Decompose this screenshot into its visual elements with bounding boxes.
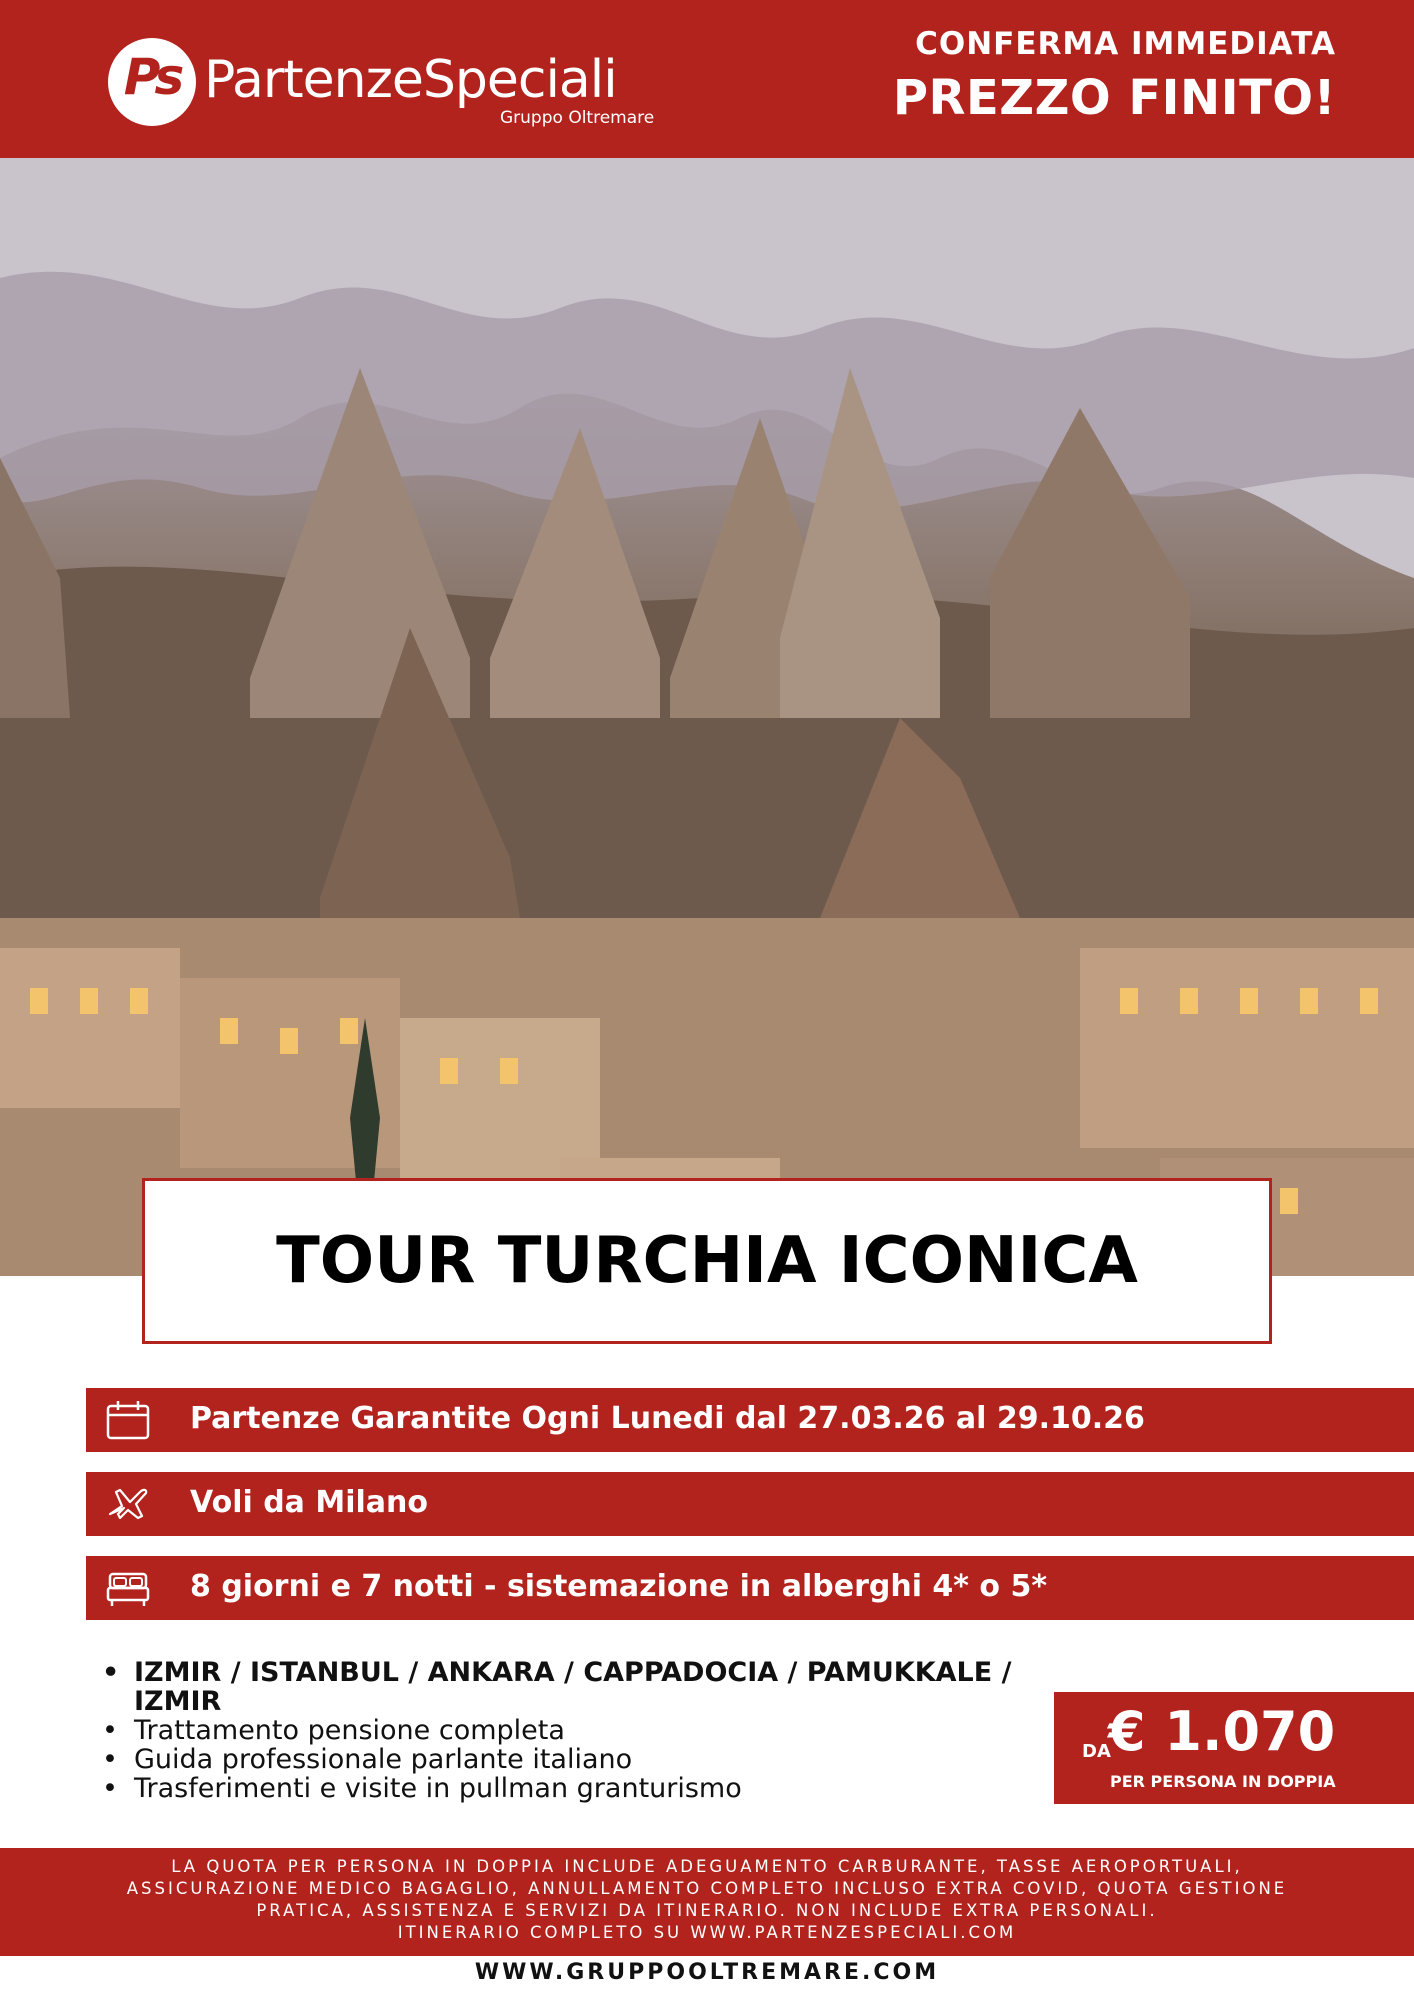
logo-badge — [108, 38, 196, 126]
price-badge — [1054, 1692, 1414, 1804]
tagline-immediate-confirmation: CONFERMA IMMEDIATA — [915, 26, 1336, 62]
tour-title: TOUR TURCHIA ICONICA — [276, 1224, 1138, 1298]
list-item-board: • Trattamento pensione completa — [98, 1716, 1038, 1745]
hero-illustration — [0, 158, 1414, 1276]
footer-terms — [0, 1848, 1414, 1956]
tour-highlights-list — [98, 1658, 1038, 1803]
price-value: € 1.070 — [1108, 1700, 1336, 1763]
building — [1080, 948, 1414, 1148]
accommodation-text: 8 giorni e 7 notti - sistemazione in alberghi 4* o 5* — [190, 1569, 1048, 1604]
brand-logo[interactable] — [108, 38, 708, 128]
header-taglines — [893, 26, 1336, 126]
info-bar-flights — [86, 1472, 1414, 1536]
flights-text: Voli da Milano — [190, 1485, 428, 1520]
price-prefix: DA — [1082, 1741, 1111, 1762]
hero-photo-cappadocia — [0, 158, 1414, 1276]
price-note: PER PERSONA IN DOPPIA — [1110, 1772, 1336, 1791]
list-item-itinerary: • IZMIR / ISTANBUL / ANKARA / CAPPADOCIA / PAMUKKALE / IZMIR — [98, 1658, 1038, 1716]
tour-title-box — [142, 1178, 1272, 1344]
list-item-guide: • Guida professionale parlante italiano — [98, 1745, 1038, 1774]
footer-terms-line: PRATICA, ASSISTENZA E SERVIZI DA ITINERARIO. NON INCLUDE EXTRA PERSONALI. — [256, 1901, 1158, 1920]
bed-icon — [106, 1568, 150, 1608]
info-bar-accommodation — [86, 1556, 1414, 1620]
header-banner — [0, 0, 1414, 158]
footer-terms-line: LA QUOTA PER PERSONA IN DOPPIA INCLUDE ADEGUAMENTO CARBURANTE, TASSE AEROPORTUALI, — [171, 1857, 1243, 1876]
building — [400, 1018, 600, 1178]
logo-initials: Ps — [123, 48, 181, 106]
tagline-final-price: PREZZO FINITO! — [892, 70, 1336, 126]
list-item-transfers: • Trasferimenti e visite in pullman granturismo — [98, 1774, 1038, 1803]
brand-name: PartenzeSpeciali — [204, 50, 617, 110]
calendar-icon — [106, 1400, 150, 1440]
brand-subtitle: Gruppo Oltremare — [500, 108, 655, 128]
footer-itinerary-link[interactable]: ITINERARIO COMPLETO SU WWW.PARTENZESPECIALI.COM — [397, 1923, 1017, 1942]
building — [0, 948, 180, 1108]
departures-text: Partenze Garantite Ogni Lunedi dal 27.03.26 al 29.10.26 — [190, 1401, 1145, 1436]
airplane-icon — [106, 1484, 150, 1524]
footer-website-link[interactable]: WWW.GRUPPOOLTREMARE.COM — [474, 1960, 940, 1985]
info-bar-departures — [86, 1388, 1414, 1452]
footer-terms-line: ASSICURAZIONE MEDICO BAGAGLIO, ANNULLAMENTO COMPLETO INCLUSO EXTRA COVID, QUOTA GESTIONE — [126, 1879, 1288, 1898]
